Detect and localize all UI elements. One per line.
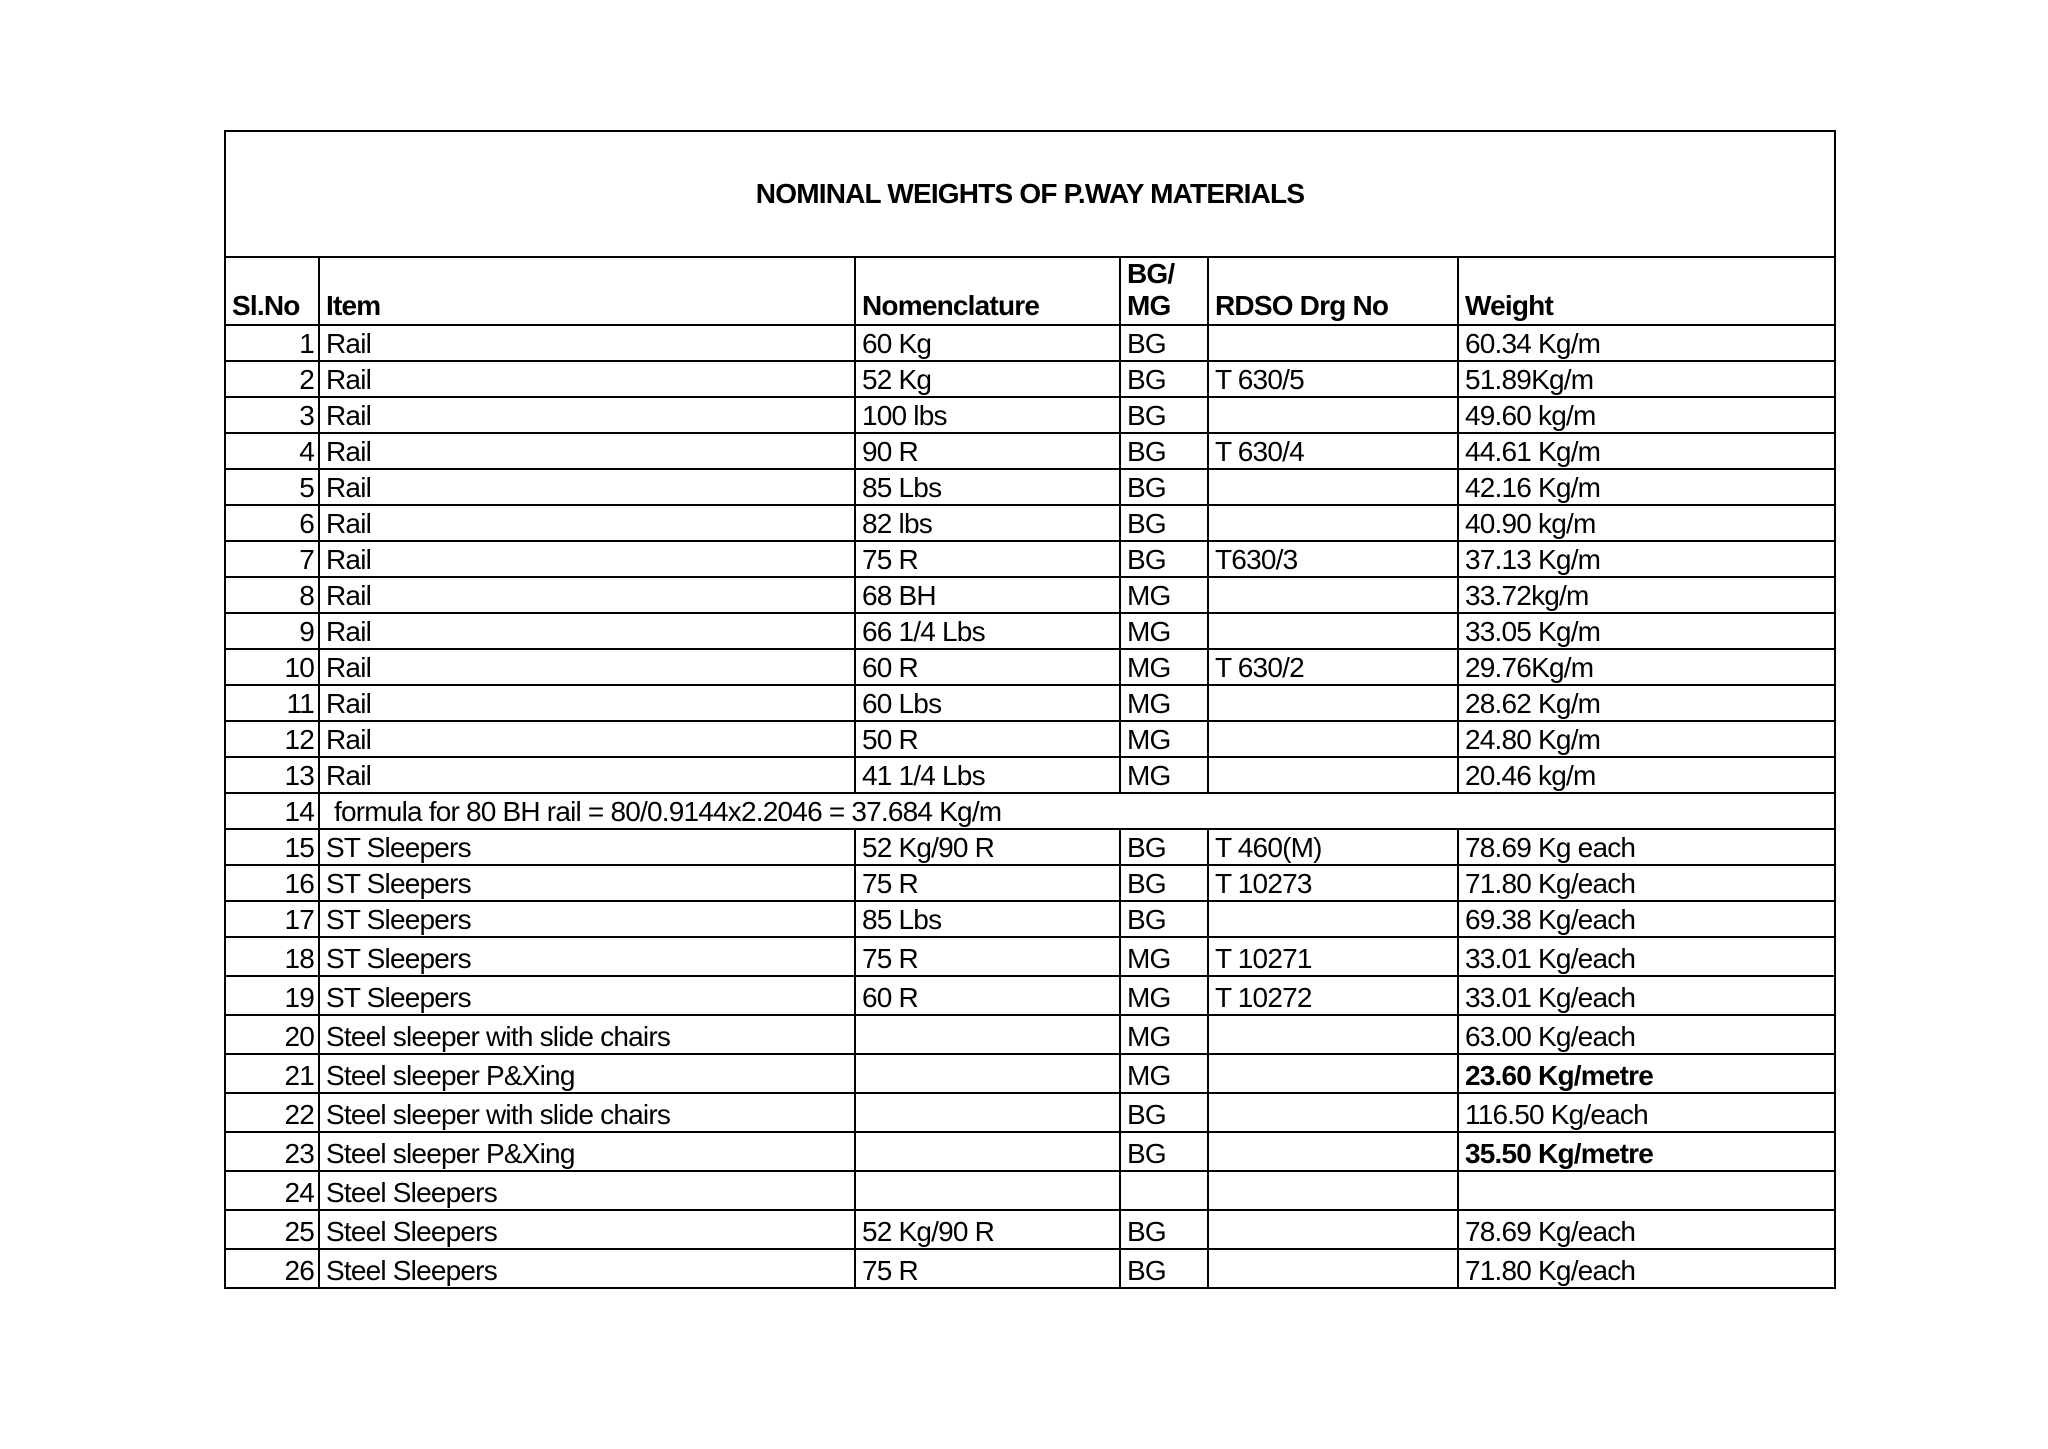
cell-gauge: MG bbox=[1120, 685, 1208, 721]
cell-weight: 42.16 Kg/m bbox=[1458, 469, 1835, 505]
cell-nomenclature: 60 Kg bbox=[855, 325, 1120, 361]
cell-item: ST Sleepers bbox=[319, 865, 855, 901]
cell-item: Steel sleeper with slide chairs bbox=[319, 1015, 855, 1054]
cell-slno: 21 bbox=[225, 1054, 319, 1093]
header-rdso: RDSO Drg No bbox=[1208, 257, 1458, 325]
cell-slno: 18 bbox=[225, 937, 319, 976]
cell-nomenclature: 60 R bbox=[855, 649, 1120, 685]
table-row bbox=[225, 1132, 1835, 1171]
cell-slno: 5 bbox=[225, 469, 319, 505]
cell-nomenclature: 75 R bbox=[855, 865, 1120, 901]
table-row bbox=[225, 721, 1835, 757]
cell-gauge: MG bbox=[1120, 1015, 1208, 1054]
header-weight: Weight bbox=[1458, 257, 1835, 325]
cell-item: Steel Sleepers bbox=[319, 1171, 855, 1210]
cell-gauge: BG bbox=[1120, 1249, 1208, 1288]
table-row bbox=[225, 433, 1835, 469]
cell-slno: 12 bbox=[225, 721, 319, 757]
cell-weight: 71.80 Kg/each bbox=[1458, 1249, 1835, 1288]
cell-nomenclature: 60 Lbs bbox=[855, 685, 1120, 721]
table-row bbox=[225, 1210, 1835, 1249]
document-sheet bbox=[224, 130, 1834, 1289]
cell-item: Rail bbox=[319, 613, 855, 649]
header-slno: Sl.No bbox=[225, 257, 319, 325]
cell-slno: 10 bbox=[225, 649, 319, 685]
cell-gauge: BG bbox=[1120, 901, 1208, 937]
cell-weight: 40.90 kg/m bbox=[1458, 505, 1835, 541]
title-row bbox=[225, 131, 1835, 257]
cell-nomenclature: 85 Lbs bbox=[855, 469, 1120, 505]
table-row bbox=[225, 685, 1835, 721]
cell-item: Rail bbox=[319, 361, 855, 397]
cell-gauge: BG bbox=[1120, 829, 1208, 865]
table-row bbox=[225, 901, 1835, 937]
cell-slno: 23 bbox=[225, 1132, 319, 1171]
cell-gauge: BG bbox=[1120, 361, 1208, 397]
cell-gauge: MG bbox=[1120, 649, 1208, 685]
cell-item: ST Sleepers bbox=[319, 829, 855, 865]
cell-rdso: T 630/4 bbox=[1208, 433, 1458, 469]
cell-slno: 26 bbox=[225, 1249, 319, 1288]
cell-weight: 24.80 Kg/m bbox=[1458, 721, 1835, 757]
table-row bbox=[225, 1171, 1835, 1210]
cell-gauge: BG bbox=[1120, 505, 1208, 541]
cell-weight: 60.34 Kg/m bbox=[1458, 325, 1835, 361]
cell-nomenclature: 41 1/4 Lbs bbox=[855, 757, 1120, 793]
cell-slno: 20 bbox=[225, 1015, 319, 1054]
cell-slno: 1 bbox=[225, 325, 319, 361]
cell-rdso bbox=[1208, 1171, 1458, 1210]
cell-weight: 23.60 Kg/metre bbox=[1458, 1054, 1835, 1093]
cell-nomenclature: 66 1/4 Lbs bbox=[855, 613, 1120, 649]
cell-gauge: BG bbox=[1120, 541, 1208, 577]
cell-rdso bbox=[1208, 721, 1458, 757]
cell-nomenclature bbox=[855, 1171, 1120, 1210]
cell-item: Steel Sleepers bbox=[319, 1210, 855, 1249]
cell-gauge: BG bbox=[1120, 865, 1208, 901]
cell-item: Rail bbox=[319, 577, 855, 613]
table-row bbox=[225, 577, 1835, 613]
cell-gauge: BG bbox=[1120, 325, 1208, 361]
cell-nomenclature: 75 R bbox=[855, 1249, 1120, 1288]
cell-gauge: MG bbox=[1120, 577, 1208, 613]
cell-item: Rail bbox=[319, 541, 855, 577]
cell-weight: 29.76Kg/m bbox=[1458, 649, 1835, 685]
cell-item: ST Sleepers bbox=[319, 976, 855, 1015]
cell-gauge: MG bbox=[1120, 721, 1208, 757]
cell-slno: 14 bbox=[225, 793, 319, 829]
cell-rdso: T 10272 bbox=[1208, 976, 1458, 1015]
table-row bbox=[225, 325, 1835, 361]
cell-item: ST Sleepers bbox=[319, 937, 855, 976]
cell-slno: 19 bbox=[225, 976, 319, 1015]
cell-nomenclature: 52 Kg/90 R bbox=[855, 829, 1120, 865]
cell-weight: 63.00 Kg/each bbox=[1458, 1015, 1835, 1054]
document-title: NOMINAL WEIGHTS OF P.WAY MATERIALS bbox=[225, 131, 1835, 257]
cell-weight: 116.50 Kg/each bbox=[1458, 1093, 1835, 1132]
table-row bbox=[225, 1054, 1835, 1093]
table-row bbox=[225, 649, 1835, 685]
cell-gauge: MG bbox=[1120, 757, 1208, 793]
cell-rdso bbox=[1208, 757, 1458, 793]
cell-slno: 16 bbox=[225, 865, 319, 901]
cell-weight: 69.38 Kg/each bbox=[1458, 901, 1835, 937]
cell-item: Rail bbox=[319, 757, 855, 793]
table-row bbox=[225, 1093, 1835, 1132]
cell-rdso bbox=[1208, 685, 1458, 721]
cell-nomenclature: 82 lbs bbox=[855, 505, 1120, 541]
cell-gauge: MG bbox=[1120, 1054, 1208, 1093]
cell-nomenclature: 52 Kg bbox=[855, 361, 1120, 397]
cell-gauge: MG bbox=[1120, 937, 1208, 976]
cell-slno: 8 bbox=[225, 577, 319, 613]
cell-item: Rail bbox=[319, 325, 855, 361]
table-row bbox=[225, 1249, 1835, 1288]
cell-rdso bbox=[1208, 397, 1458, 433]
cell-weight bbox=[1458, 1171, 1835, 1210]
cell-rdso bbox=[1208, 469, 1458, 505]
table-row bbox=[225, 757, 1835, 793]
table-row bbox=[225, 469, 1835, 505]
table-row bbox=[225, 1015, 1835, 1054]
cell-slno: 9 bbox=[225, 613, 319, 649]
cell-weight: 37.13 Kg/m bbox=[1458, 541, 1835, 577]
pway-weights-table bbox=[224, 130, 1836, 1289]
cell-rdso bbox=[1208, 577, 1458, 613]
cell-weight: 44.61 Kg/m bbox=[1458, 433, 1835, 469]
cell-slno: 15 bbox=[225, 829, 319, 865]
cell-item: Rail bbox=[319, 433, 855, 469]
cell-rdso bbox=[1208, 1210, 1458, 1249]
cell-item: Steel sleeper P&Xing bbox=[319, 1132, 855, 1171]
cell-weight: 20.46 kg/m bbox=[1458, 757, 1835, 793]
cell-weight: 28.62 Kg/m bbox=[1458, 685, 1835, 721]
cell-rdso: T 10271 bbox=[1208, 937, 1458, 976]
cell-item: Rail bbox=[319, 685, 855, 721]
cell-item: Steel sleeper P&Xing bbox=[319, 1054, 855, 1093]
cell-nomenclature: 60 R bbox=[855, 976, 1120, 1015]
table-row bbox=[225, 829, 1835, 865]
cell-gauge: BG bbox=[1120, 1093, 1208, 1132]
cell-nomenclature bbox=[855, 1054, 1120, 1093]
table-row bbox=[225, 361, 1835, 397]
table-row bbox=[225, 397, 1835, 433]
cell-weight: 33.05 Kg/m bbox=[1458, 613, 1835, 649]
cell-rdso: T 630/2 bbox=[1208, 649, 1458, 685]
table-row bbox=[225, 793, 1835, 829]
cell-slno: 25 bbox=[225, 1210, 319, 1249]
cell-rdso bbox=[1208, 1015, 1458, 1054]
cell-weight: 33.01 Kg/each bbox=[1458, 976, 1835, 1015]
cell-nomenclature: 100 lbs bbox=[855, 397, 1120, 433]
cell-weight: 78.69 Kg/each bbox=[1458, 1210, 1835, 1249]
table-row bbox=[225, 541, 1835, 577]
cell-weight: 71.80 Kg/each bbox=[1458, 865, 1835, 901]
table-row bbox=[225, 937, 1835, 976]
cell-slno: 17 bbox=[225, 901, 319, 937]
cell-rdso bbox=[1208, 1093, 1458, 1132]
cell-slno: 22 bbox=[225, 1093, 319, 1132]
cell-weight: 49.60 kg/m bbox=[1458, 397, 1835, 433]
cell-gauge: MG bbox=[1120, 613, 1208, 649]
cell-formula: formula for 80 BH rail = 80/0.9144x2.2046 = 37.684 Kg/m bbox=[319, 793, 1835, 829]
header-gauge bbox=[1120, 257, 1208, 325]
cell-nomenclature: 75 R bbox=[855, 937, 1120, 976]
cell-gauge: BG bbox=[1120, 1210, 1208, 1249]
cell-nomenclature: 85 Lbs bbox=[855, 901, 1120, 937]
cell-slno: 24 bbox=[225, 1171, 319, 1210]
header-gauge-line1: BG/ bbox=[1127, 258, 1175, 289]
cell-weight: 33.01 Kg/each bbox=[1458, 937, 1835, 976]
cell-item: Rail bbox=[319, 721, 855, 757]
cell-slno: 2 bbox=[225, 361, 319, 397]
cell-item: Rail bbox=[319, 505, 855, 541]
cell-gauge bbox=[1120, 1171, 1208, 1210]
cell-weight: 33.72kg/m bbox=[1458, 577, 1835, 613]
cell-rdso bbox=[1208, 901, 1458, 937]
cell-item: Rail bbox=[319, 469, 855, 505]
header-nomenclature: Nomenclature bbox=[855, 257, 1120, 325]
cell-rdso: T630/3 bbox=[1208, 541, 1458, 577]
cell-slno: 3 bbox=[225, 397, 319, 433]
cell-gauge: BG bbox=[1120, 469, 1208, 505]
header-gauge-line2: MG bbox=[1127, 290, 1171, 321]
cell-rdso: T 10273 bbox=[1208, 865, 1458, 901]
cell-nomenclature: 90 R bbox=[855, 433, 1120, 469]
table-row bbox=[225, 505, 1835, 541]
cell-item: Steel Sleepers bbox=[319, 1249, 855, 1288]
cell-weight: 78.69 Kg each bbox=[1458, 829, 1835, 865]
cell-rdso bbox=[1208, 325, 1458, 361]
cell-nomenclature bbox=[855, 1132, 1120, 1171]
cell-gauge: BG bbox=[1120, 1132, 1208, 1171]
cell-rdso: T 630/5 bbox=[1208, 361, 1458, 397]
cell-nomenclature bbox=[855, 1093, 1120, 1132]
cell-nomenclature: 52 Kg/90 R bbox=[855, 1210, 1120, 1249]
cell-gauge: BG bbox=[1120, 433, 1208, 469]
cell-item: Steel sleeper with slide chairs bbox=[319, 1093, 855, 1132]
cell-slno: 7 bbox=[225, 541, 319, 577]
cell-nomenclature bbox=[855, 1015, 1120, 1054]
cell-rdso bbox=[1208, 1132, 1458, 1171]
cell-slno: 11 bbox=[225, 685, 319, 721]
cell-item: ST Sleepers bbox=[319, 901, 855, 937]
table-row bbox=[225, 865, 1835, 901]
cell-nomenclature: 68 BH bbox=[855, 577, 1120, 613]
cell-nomenclature: 75 R bbox=[855, 541, 1120, 577]
cell-weight: 35.50 Kg/metre bbox=[1458, 1132, 1835, 1171]
cell-gauge: BG bbox=[1120, 397, 1208, 433]
table-row bbox=[225, 613, 1835, 649]
cell-slno: 6 bbox=[225, 505, 319, 541]
cell-weight: 51.89Kg/m bbox=[1458, 361, 1835, 397]
cell-rdso: T 460(M) bbox=[1208, 829, 1458, 865]
cell-rdso bbox=[1208, 1249, 1458, 1288]
cell-item: Rail bbox=[319, 649, 855, 685]
cell-rdso bbox=[1208, 1054, 1458, 1093]
table-row bbox=[225, 976, 1835, 1015]
cell-gauge: MG bbox=[1120, 976, 1208, 1015]
cell-slno: 4 bbox=[225, 433, 319, 469]
cell-slno: 13 bbox=[225, 757, 319, 793]
cell-nomenclature: 50 R bbox=[855, 721, 1120, 757]
cell-rdso bbox=[1208, 613, 1458, 649]
cell-rdso bbox=[1208, 505, 1458, 541]
cell-item: Rail bbox=[319, 397, 855, 433]
header-item: Item bbox=[319, 257, 855, 325]
header-row bbox=[225, 257, 1835, 325]
